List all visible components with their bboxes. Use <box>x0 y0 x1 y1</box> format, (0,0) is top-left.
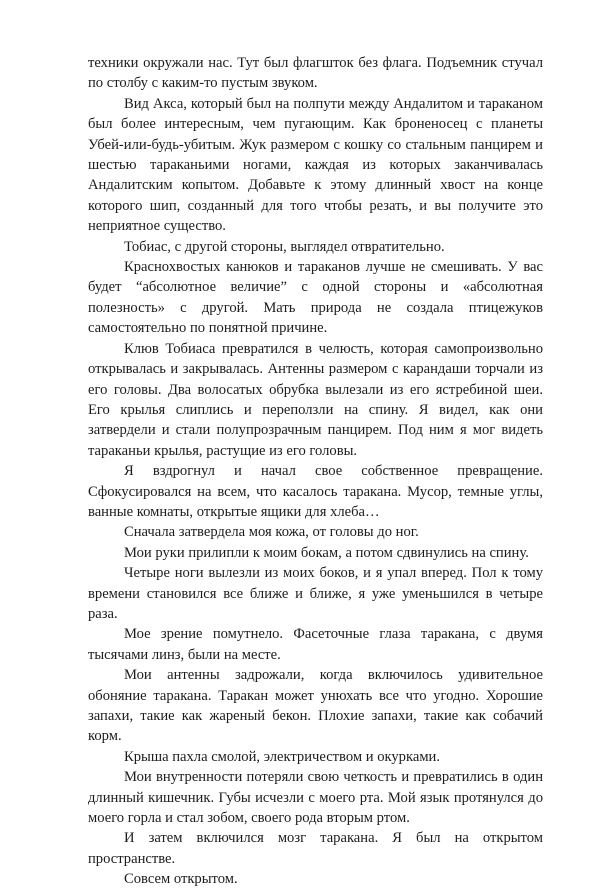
paragraph: Крыша пахла смолой, электричеством и окурками. <box>124 748 441 765</box>
paragraph: Сначала затвердела моя кожа, от головы до ног. <box>124 524 419 541</box>
paragraph: Я вздрогнул и начал свое собственное превращение. Сфокусировался на всем, что касалось таракана. Мусор, темные углы, ванные комнаты, открытые ящики для хлеба… <box>88 463 543 520</box>
paragraph: Мое зрение помутнело. Фасеточные глаза таракана, с двумя тысячами линз, были на месте. <box>88 626 543 663</box>
paragraph: Совсем открытом. <box>124 871 238 888</box>
document-page <box>88 53 543 890</box>
paragraph: Четыре ноги вылезли из моих боков, и я упал вперед. Пол к тому времени становился все ближе и ближе, я уже уменьшился в четыре раза. <box>88 565 543 622</box>
paragraph: Вид Акса, который был на полпути между Андалитом и тараканом был более интересным, чем пугающим. Как броненосец с планеты Убей-или-будь-убитым. Жук размером с кошку со стальным панцирем и шестью тараканьими ногами, каждая из которых заканчивалась Андалитским копытом. Добавьте к этому длинный хвост на конце которого шип, созданный для того чтобы резать, и вы получите это неприятное существо. <box>88 95 543 235</box>
paragraph: Мои руки прилипли к моим бокам, а потом сдвинулись на спину. <box>124 544 529 561</box>
paragraph: Мои внутренности потеряли свою четкость и превратились в один длинный кишечник. Губы исчезли с моего рта. Мой язык протянулся до моего горла и стал зобом, своего рода вторым ртом. <box>88 769 543 827</box>
paragraph: И затем включился мозг таракана. Я был на открытом пространстве. <box>88 830 543 867</box>
paragraph: техники окружали нас. Тут был флагшток без флага. Подъемник стучал по столбу с каким-то пустым звуком. <box>88 55 543 92</box>
paragraph: Мои антенны задрожали, когда включилось удивительное обоняние таракана. Таракан может унюхать все что угодно. Хорошие запахи, такие как жареный бекон. Плохие запахи, такие как собачий корм. <box>88 667 543 745</box>
paragraph: Тобиас, с другой стороны, выглядел отвратительно. <box>124 238 445 255</box>
paragraph: Клюв Тобиаса превратился в челюсть, которая самопроизвольно открывалась и закрывалась. Антенны размером с карандаши торчали из его головы. Два волосатых обрубка вылезали из его ястребиной шеи. Его крылья слиплись и переползли на спину. Я видел, как они затвердели и стали полупрозрачным панцирем. Под ним я мог видеть тараканьи крылья, растущие из его головы. <box>88 340 543 459</box>
paragraph: Краснохвостых канюков и тараканов лучше не смешивать. У вас будет “абсолютное величие” с одной стороны и «абсолютная полезность» с другой. Мать природа не создала птицежуков самостоятельно по понятной причине. <box>88 259 543 337</box>
